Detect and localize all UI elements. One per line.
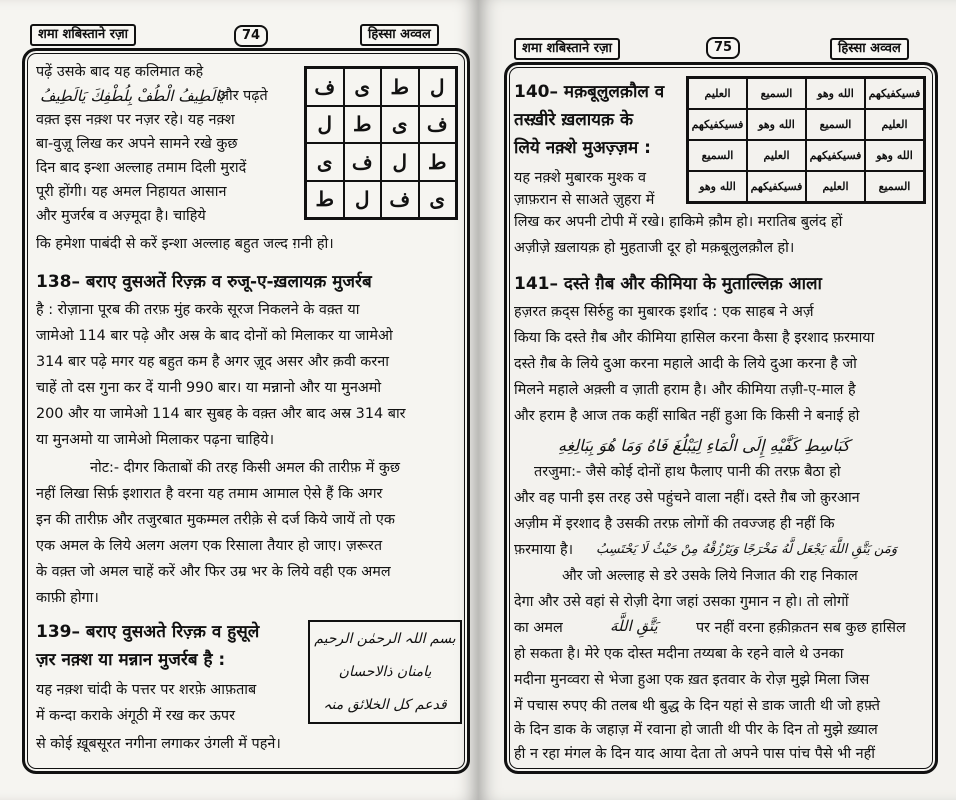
grid-cell: ط [306, 181, 344, 219]
grid-cell: ل [419, 68, 457, 106]
arabic-verse: كَبَاسِطِ كَفَّيْهِ إِلَى الْمَاءِ لِيَبْلُغَ فَاهُ وَمَا هُوَ بِبَالِغِهِ [558, 436, 850, 455]
box-arabic-line: یامنان ذالاحسان [338, 663, 432, 680]
intro-line: और मुजर्रब व अज़्मूदा है। चाहिये [36, 208, 206, 224]
grid-cell: فسيكفيكهم [747, 171, 806, 202]
intro-line: दिन बाद इन्शा अल्लाह तमाम दिली मुरादें [36, 160, 247, 176]
tarjuma-line: तरजुमा:- जैसे कोई दोनों हाथ फैलाए पानी की तरफ़ बैठा हो [534, 464, 841, 480]
part-label: हिस्सा अव्वल [830, 38, 909, 60]
section-139-heading: ज़र नक़्श या मन्नान मुजर्रब है : [36, 650, 226, 670]
final-line: हो सकता है। मेरे एक दोस्त मदीना तय्यबा के रहने वाले थे उनका [514, 646, 844, 662]
section-138-line: चाहें तो दस गुना कर दें यानी 990 बार। या मन्नानो और या मुनअमो [36, 380, 382, 396]
section-139-heading: 139– बराए वुसअते रिज़्क़ व हुसूले [36, 622, 260, 642]
naqsh-box [308, 620, 462, 724]
section-141-heading: 141– दस्ते ग़ैब और कीमिया के मुताल्लिक़ आला [514, 274, 822, 294]
grid-cell: ل [306, 106, 344, 144]
section-138-line: या मुनअमो या जामेओ मिलाकर पढ़ना चाहिये। [36, 432, 275, 448]
final-line: में पचास रुपए की तलब थी बुद्ध के दिन यहां से डाक जाती थी जो हफ़्ते [514, 698, 880, 714]
section-140-heading: लिये नक़्शे मुअज़्ज़म : [514, 138, 651, 158]
grid-cell: ی [306, 143, 344, 181]
final-line: का अमल [514, 620, 563, 636]
grid-cell: ل [381, 143, 419, 181]
note-line: काफ़ी होगा। [36, 590, 99, 606]
grid-cell: ی [381, 106, 419, 144]
section-141-line: दस्ते ग़ैब के लिये दुआ करना महाले आदी के लिये दुआ करना है जो [514, 356, 857, 372]
box-arabic-line: قدعم کل الخلائق منہ [323, 697, 447, 714]
grid-cell: ط [419, 143, 457, 181]
grid-cell: فسيكفيكهم [688, 109, 747, 140]
tarjuma-line: फ़रमाया है। [514, 542, 574, 558]
arabic-phrase: يَالَطِيفُ الْطُفْ بِلُطْفِكَ يَالَطِيفُ [40, 87, 224, 105]
section-139-line: यह नक़्श चांदी के पत्तर पर शरफ़े आफ़ताब [36, 682, 257, 698]
right-page [478, 0, 956, 800]
intro-line: पूरी होंगी। यह अमल निहायत आसान [36, 184, 227, 200]
arabic-verse: وَمَن يَتَّقِ اللَّهَ يَجْعَل لَّهُ مَخْرَجًا وَيَرْزُقْهُ مِنْ حَيْثُ لَا يَحْتَسِبُ [596, 542, 898, 557]
book-title-header: शमा शबिस्ताने रज़ा [514, 38, 620, 60]
grid-cell: الله وهو [747, 109, 806, 140]
intro-line: कि हमेशा पाबंदी से करें इन्शा अल्लाह बहुत जल्द ग़नी हो। [36, 236, 334, 252]
grid-cell: السميع [688, 140, 747, 171]
section-139-line: में कन्दा कराके अंगूठी में रख कर ऊपर [36, 708, 235, 724]
page-number: 74 [234, 25, 268, 47]
tarjuma-line: और वह पानी इस तरह उसे पहुंचने वाला नहीं। दस्ते ग़ैब जो क़ुरआन [514, 490, 860, 506]
grid-cell: فسيكفيكهم [865, 78, 924, 109]
inline-arabic: يَتَّقِ اللَّهَ [610, 617, 658, 635]
grid-cell: ف [381, 181, 419, 219]
grid-cell: ط [381, 68, 419, 106]
book-title-header: शमा शबिस्ताने रज़ा [30, 24, 136, 46]
grid-cell: الله وهو [688, 171, 747, 202]
grid-cell: السميع [747, 78, 806, 109]
part-label: हिस्सा अव्वल [360, 24, 439, 46]
final-line: और जो अल्लाह से डरे उसके लिये निजात की राह निकाल [562, 568, 858, 584]
section-140-line: ज़ाफ़रान से साअते ज़ुहरा में [514, 192, 655, 208]
naqsh-grid [304, 66, 458, 220]
grid-cell: العليم [747, 140, 806, 171]
section-138-line: 200 और या जामेओ 114 बार सुबह के वक़्त और बाद अस्र 314 बार [36, 406, 406, 422]
naqsh-grid [686, 76, 926, 204]
grid-cell: فسيكفيكهم [806, 140, 865, 171]
box-arabic-line: بسم اللہ الرحمٰن الرحیم [314, 630, 456, 647]
grid-cell: السميع [806, 109, 865, 140]
final-line: ही न रहा मंगल के दिन याद आया देता तो अपने पास पांच पैसे भी नहीं [514, 746, 876, 762]
grid-cell: السميع [865, 171, 924, 202]
grid-cell: ط [344, 106, 382, 144]
grid-cell: ف [306, 68, 344, 106]
section-138-line: है : रोज़ाना पूरब की तरफ़ मुंह करके सूरज निकलने के वक़्त या [36, 302, 360, 318]
grid-cell: ف [344, 143, 382, 181]
intro-line: वक़्त इस नक़्श पर नज़र रहे। यह नक़्श [36, 112, 235, 128]
section-141-line: मिलने महाले अक़्ली व ज़ाती हराम है। और कीमिया तज़ी-ए-माल है [514, 382, 856, 398]
note-line: नहीं लिखा सिर्फ़ इशारात है वरना यह तमाम आमाल ऐसे हैं कि अगर [36, 486, 383, 502]
tarjuma-line: अज़ीम में इरशाद है उसकी तरफ़ लोगों की तवज्जह ही नहीं कि [514, 516, 835, 532]
section-139-line: से कोई ख़ूबसूरत नगीना लगाकर उंगली में पहने। [36, 736, 281, 752]
grid-cell: ی [344, 68, 382, 106]
grid-cell: ل [344, 181, 382, 219]
section-140-line: अज़ीज़े ख़लायक़ हो मुहताजी दूर हो मक़बूलुलक़ौल हो। [514, 240, 795, 256]
note-line: नोट:- दीगर किताबों की तरह किसी अमल की तारीफ़ में कुछ [90, 460, 401, 476]
final-line: देगा और उसे वहां से रोज़ी देगा जहां उसका गुमान न हो। तो लोगों [514, 594, 849, 610]
final-line: पर नहीं वरना हक़ीक़तन सब कुछ हासिल [696, 620, 906, 636]
section-141-line: हज़रत क़द्स सिर्रुहु का मुबारक इर्शाद : एक साहब ने अर्ज़ [514, 304, 814, 320]
grid-cell: الله وهو [865, 140, 924, 171]
page-number: 75 [706, 37, 740, 59]
section-138-line: जामेओ 114 बार पढ़े और अस्र के बाद दोनों को मिलाकर या जामेओ [36, 328, 393, 344]
section-141-line: और हराम है आज तक कहीं साबित नहीं हुआ कि किसी ने बनाई हो [514, 408, 860, 424]
section-140-heading: 140– मक़बूलुलक़ौल व [514, 82, 665, 102]
section-140-line: लिख कर अपनी टोपी में रखे। हाकिमे क़ौम हो। मरातिब बुलंद हों [514, 214, 843, 230]
intro-line: बा-वुज़ू लिख कर अपने सामने रखे कुछ [36, 136, 238, 152]
section-140-line: यह नक़्शे मुबारक मुश्क व [514, 170, 646, 186]
section-138-line: 314 बार पढ़े मगर यह बहुत कम है अगर ज़ूद असर और क़वी करना [36, 354, 389, 370]
grid-cell: العليم [865, 109, 924, 140]
intro-line: और पढ़ते [218, 88, 268, 104]
grid-cell: ی [419, 181, 457, 219]
section-141-line: किया कि दस्ते ग़ैब और कीमिया हासिल करना कैसा है इरशाद फ़रमाया [514, 330, 875, 346]
final-line: के दिन डाक के जहाज़ में रवाना हो जाती थी पीर के दिन तो मुझे ख़्याल [514, 722, 878, 738]
grid-cell: العليم [806, 171, 865, 202]
grid-cell: ف [419, 106, 457, 144]
intro-line: पढ़ें उसके बाद यह कलिमात कहे [36, 64, 204, 80]
section-138-heading: 138– बराए वुसअतें रिज़्क़ व रुजू-ए-ख़लायक़ मुजर्रब [36, 272, 372, 292]
note-line: के वक़्त जो अमल चाहें करें और फिर उम्र भर के लिये वही एक अमल [36, 564, 391, 580]
grid-cell: الله وهو [806, 78, 865, 109]
grid-cell: العليم [688, 78, 747, 109]
note-line: इन की तारीफ़ और तजुरबात मुकम्मल तरीक़े से दर्ज किये जायें तो एक [36, 512, 395, 528]
note-line: एक अमल के लिये अलग अलग एक रिसाला तैयार हो जाए। ज़रूरत [36, 538, 383, 554]
final-line: मदीना मुनव्वरा से भेजा हुआ एक ख़त इतवार के रोज़ मुझे मिला जिस [514, 672, 870, 688]
section-140-heading: तस्ख़ीरे ख़लायक़ के [514, 110, 634, 130]
